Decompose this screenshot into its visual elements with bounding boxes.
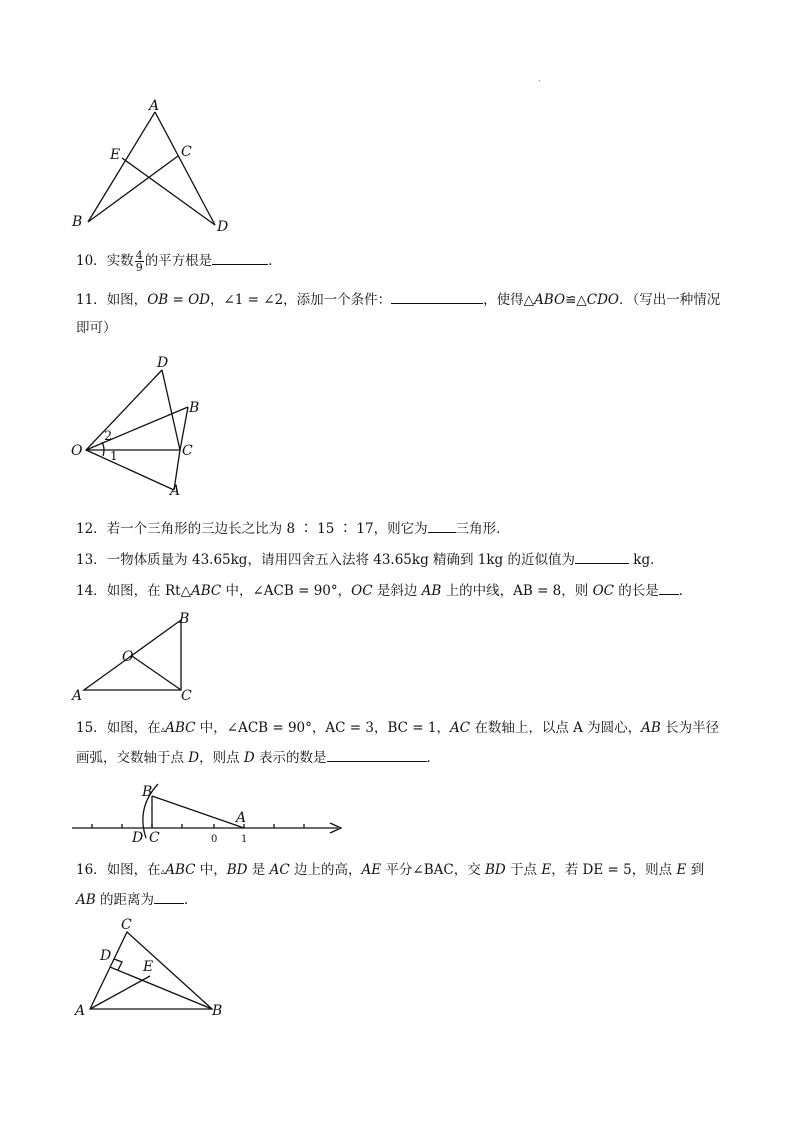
math: CDO — [586, 292, 619, 308]
math: AE — [361, 862, 382, 878]
tick-label-1: 1 — [241, 834, 248, 845]
question-text: ，添加一个条件： — [283, 292, 392, 308]
label-B: B — [189, 400, 200, 416]
question-text: 平分 — [381, 862, 413, 878]
math: E — [676, 862, 687, 878]
question-number: 15． — [76, 720, 107, 736]
math: ABC — [165, 720, 196, 736]
question-text: 若一个三角形的三边长之比为 8 ∶ 15 ∶ 17，则它为 — [106, 521, 428, 537]
question-text: 一物体质量为 43.65kg，请用四舍五入法将 43.65kg 精确到 1kg 的近似值为 — [106, 552, 575, 568]
label-D: D — [132, 830, 144, 846]
question-15 — [76, 714, 724, 772]
math: ∠ACB = 90° — [252, 583, 338, 599]
question-10 — [76, 250, 282, 273]
label-B: B — [212, 1003, 223, 1019]
angle-label-2: 2 — [104, 429, 113, 444]
fraction-denominator: 9 — [135, 261, 143, 274]
label-O: O — [71, 443, 83, 459]
question-text: 三角形． — [455, 521, 510, 537]
label-A: A — [170, 483, 181, 499]
math: AC — [449, 720, 471, 736]
question-text: 中， — [195, 862, 227, 878]
label-D: D — [100, 948, 112, 964]
question-text: ． — [426, 750, 441, 766]
line-AD — [155, 112, 215, 225]
line-OC — [132, 656, 181, 690]
question-text: 在数轴上，以点 A 为圆心， — [470, 720, 642, 736]
question-text: ，使得△ — [483, 292, 535, 308]
math: AC — [269, 862, 290, 878]
question-text: 中， — [195, 720, 227, 736]
question-text: 如图，在 — [106, 862, 161, 878]
question-text: 是斜边 — [372, 583, 422, 599]
label-D: D — [217, 219, 229, 235]
question-text: kg． — [629, 552, 664, 568]
math: AC = 3 — [325, 720, 374, 736]
triangle-symbol: ▵ — [160, 867, 166, 877]
question-text: 如图，在 Rt△ — [106, 583, 191, 599]
angle-arc-1 — [103, 450, 104, 456]
question-text: ， — [337, 583, 352, 599]
question-number: 14． — [76, 583, 107, 599]
question-text: ，则 — [561, 583, 593, 599]
fraction-numerator: 4 — [135, 249, 143, 262]
question-text: ，则点 — [631, 862, 677, 878]
answer-blank[interactable] — [212, 250, 268, 265]
math: OC — [592, 583, 614, 599]
math: AB — [641, 720, 661, 736]
line-AE — [90, 976, 150, 1009]
math: OC — [351, 583, 373, 599]
math: OB = OD — [147, 292, 210, 308]
math: ∠1 = ∠2 — [223, 292, 284, 308]
question-text: ， — [311, 720, 326, 736]
line-BD — [110, 967, 212, 1009]
tick-label-0: 0 — [211, 834, 218, 845]
question-text: ．（写出一种情况即可） — [76, 292, 721, 336]
line-AB — [152, 796, 247, 828]
label-B: B — [142, 784, 153, 800]
line-ED — [122, 158, 215, 225]
line-AB — [88, 112, 155, 222]
question-text: 如图， — [106, 292, 148, 308]
label-A: A — [72, 688, 83, 704]
question-13 — [76, 549, 664, 570]
label-A: A — [149, 98, 160, 114]
question-text: ． — [268, 253, 282, 269]
figure-q9 — [60, 90, 240, 240]
question-11 — [76, 286, 724, 342]
math: D — [188, 750, 200, 766]
question-text: 于点 — [505, 862, 542, 878]
answer-blank[interactable] — [575, 549, 629, 564]
line-OB — [86, 407, 188, 450]
question-text: ． — [183, 892, 198, 908]
angle-label-1: 1 — [110, 449, 118, 463]
answer-blank[interactable] — [327, 747, 427, 762]
label-C: C — [182, 443, 193, 459]
label-C: C — [149, 830, 160, 846]
label-B: B — [72, 214, 83, 230]
math: AB — [76, 892, 96, 908]
math: D — [243, 750, 255, 766]
label-E: E — [143, 959, 154, 975]
answer-blank[interactable] — [391, 289, 483, 304]
math: BD — [485, 862, 506, 878]
question-text: 上的中线， — [441, 583, 514, 599]
math: ABC — [190, 583, 222, 599]
math: AB = 8 — [513, 583, 562, 599]
triangle-symbol: ▵ — [160, 725, 166, 735]
math: ∠BAC — [412, 862, 454, 878]
question-number: 13． — [76, 552, 107, 568]
figure-q16 — [66, 912, 246, 1027]
right-angle-mark — [114, 959, 122, 970]
question-text: 实数 — [106, 253, 134, 269]
math: ABO — [534, 292, 566, 308]
question-text: ， — [436, 720, 450, 736]
label-C: C — [181, 144, 192, 160]
math: ∠ACB = 90° — [226, 720, 312, 736]
question-number: 16． — [76, 862, 107, 878]
question-text: ， — [373, 720, 388, 736]
label-O: O — [122, 649, 134, 665]
figure-q15 — [66, 778, 356, 850]
label-E: E — [110, 147, 121, 163]
line-DC — [162, 370, 180, 450]
answer-blank[interactable] — [659, 580, 679, 595]
math: BC = 1 — [387, 720, 437, 736]
header-dot: . — [538, 74, 541, 83]
label-C: C — [181, 688, 192, 704]
question-number: 11． — [76, 292, 107, 308]
question-number: 12． — [76, 521, 107, 537]
fraction — [135, 250, 144, 273]
question-text: 长为半径画弧，交数轴于点 — [76, 720, 720, 766]
question-text: ≌△ — [565, 292, 587, 308]
question-text: 到 — [686, 862, 705, 878]
question-text: 的长是 — [613, 583, 659, 599]
label-B: B — [179, 611, 190, 627]
answer-blank[interactable] — [428, 518, 456, 533]
question-text: 是 — [247, 862, 270, 878]
question-text: 边上的高， — [289, 862, 362, 878]
question-text: 的距离为 — [95, 892, 154, 908]
question-text: ． — [678, 583, 693, 599]
question-text: 表示的数是 — [254, 750, 327, 766]
math: E — [541, 862, 552, 878]
math: ABC — [165, 862, 196, 878]
label-A: A — [236, 810, 247, 826]
label-A: A — [75, 1003, 86, 1019]
question-text: 中， — [221, 583, 253, 599]
question-12 — [76, 518, 510, 539]
question-number: 10． — [76, 253, 107, 269]
question-text: ， — [209, 292, 224, 308]
question-text: ，若 — [551, 862, 583, 878]
math: DE = 5 — [582, 862, 632, 878]
question-text: ，则点 — [199, 750, 244, 766]
figure-q14 — [66, 608, 216, 704]
label-C: C — [121, 917, 132, 933]
figure-q11 — [66, 352, 216, 502]
math: AB — [421, 583, 442, 599]
question-text: 如图，在 — [106, 720, 161, 736]
question-text: ，交 — [453, 862, 486, 878]
question-16 — [76, 856, 724, 914]
label-D: D — [157, 355, 169, 371]
answer-blank[interactable] — [154, 889, 184, 904]
lines-OD-OA — [86, 370, 174, 490]
math: BD — [226, 862, 248, 878]
question-text: 的平方根是 — [144, 253, 213, 269]
question-14 — [76, 580, 692, 601]
